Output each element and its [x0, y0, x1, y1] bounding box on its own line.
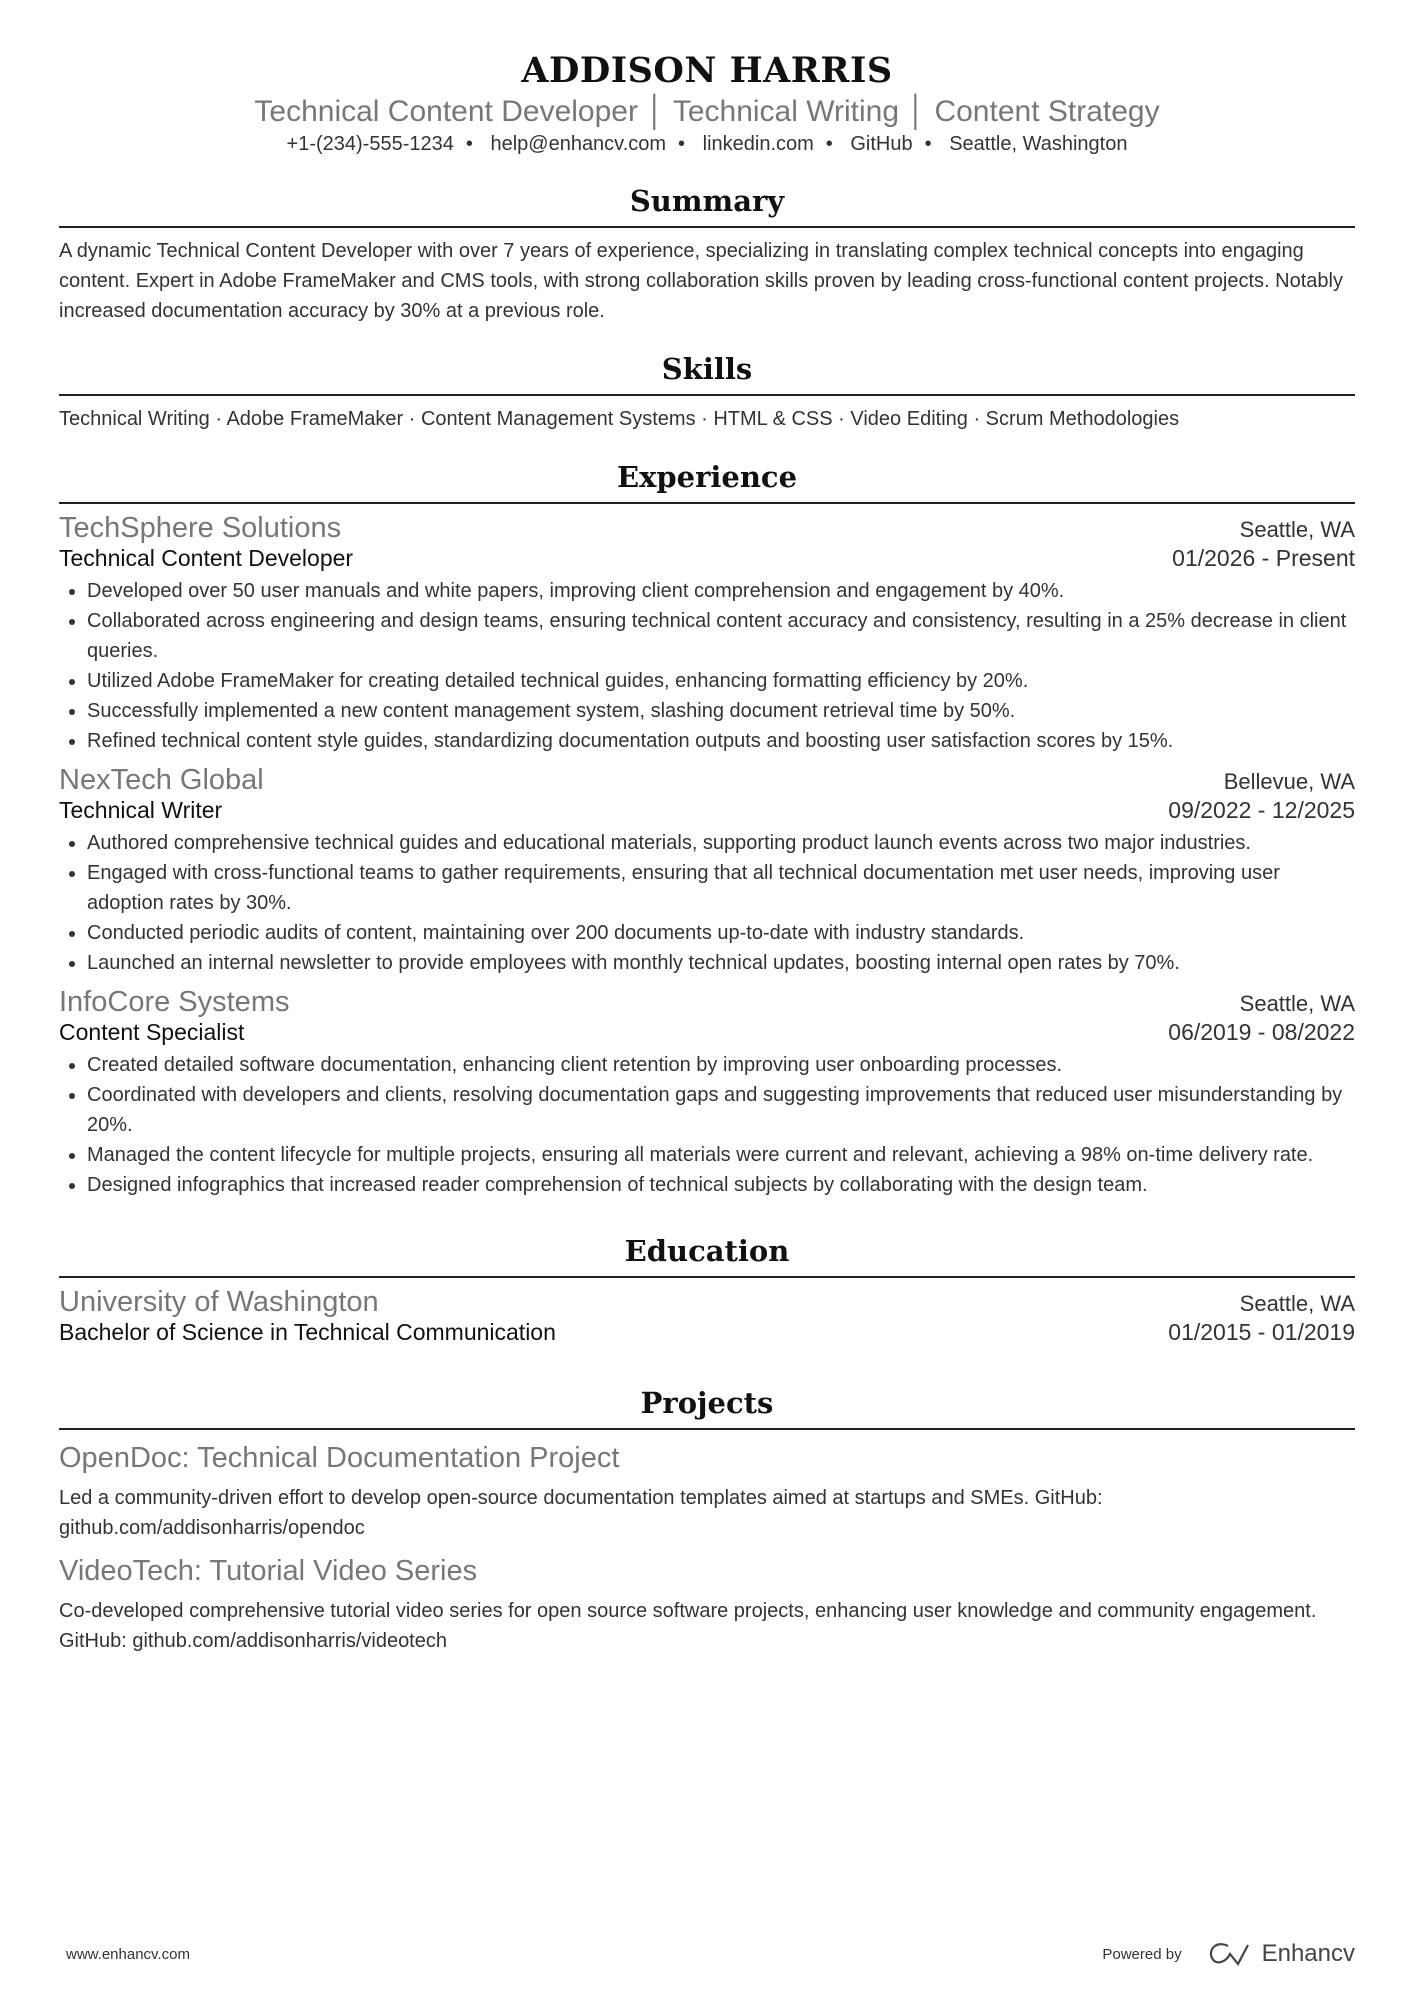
skills-text: Technical Writing · Adobe FrameMaker · Content Management Systems · HTML & CSS · Video Editing · Scrum Methodologies — [59, 408, 1180, 430]
project-description: Co-developed comprehensive tutorial video series for open source software projects, enhancing user knowledge and community engagement. GitHub: github.com/addisonharris/videotech — [59, 1600, 1317, 1652]
linkedin-link[interactable]: linkedin.com — [702, 133, 814, 155]
experience-entry — [59, 986, 1355, 1200]
bullet-list — [59, 1050, 1355, 1200]
contact-info: +1-(234)-555-1234 • help@enhancv.com • linkedin.com • GitHub • Seattle, Washington — [286, 133, 1128, 155]
bullet-item: • Created detailed software documentation, enhancing client retention by improving user onboarding processes. — [87, 1050, 1355, 1080]
bullet-item: • Designed infographics that increased reader comprehension of technical subjects by collaborating with the design team. — [87, 1170, 1355, 1200]
job-location: Seattle, WA — [1239, 517, 1355, 542]
bullet-list — [59, 576, 1355, 756]
email-link[interactable]: help@enhancv.com — [490, 133, 667, 155]
experience-entry — [59, 512, 1355, 756]
location: Seattle, Washington — [949, 133, 1128, 155]
section-title-education: Education — [59, 1234, 1355, 1278]
bullet-item: • Managed the content lifecycle for multiple projects, ensuring all materials were current and relevant, achieving a 98% on-time delivery rate. — [87, 1140, 1355, 1170]
footer — [66, 1940, 1355, 1968]
project-entry — [59, 1442, 1355, 1543]
school-location: Seattle, WA — [1239, 1291, 1355, 1316]
bullet-list — [59, 828, 1355, 978]
job-dates: 01/2026 - Present — [1172, 545, 1355, 571]
job-location: Bellevue, WA — [1223, 769, 1355, 794]
education-dates: 01/2015 - 01/2019 — [1168, 1319, 1355, 1345]
job-title: Content Specialist — [59, 1019, 245, 1045]
summary-text: A dynamic Technical Content Developer with over 7 years of experience, specializing in translating complex technical concepts into engaging content. Expert in Adobe FrameMaker and CMS tools, with strong collaboration skills proven by leading cross-functional content projects. Notably increased documentation accuracy by 30% at a previous role. — [59, 240, 1343, 322]
bullet-item: • Utilized Adobe FrameMaker for creating detailed technical guides, enhancing formatting efficiency by 20%. — [87, 666, 1355, 696]
job-dates: 09/2022 - 12/2025 — [1168, 797, 1355, 823]
enhancv-brand: Enhancv — [1261, 1940, 1355, 1967]
job-title: Technical Writer — [59, 797, 223, 823]
project-name: VideoTech: Tutorial Video Series — [59, 1555, 478, 1587]
job-title: Technical Content Developer — [59, 545, 354, 571]
degree: Bachelor of Science in Technical Communication — [59, 1319, 556, 1345]
enhancv-logo-icon — [1208, 1942, 1252, 1966]
bullet-item: • Launched an internal newsletter to provide employees with monthly technical updates, boosting internal open rates by 70%. — [87, 948, 1355, 978]
section-title-projects: Projects — [59, 1386, 1355, 1430]
project-name: OpenDoc: Technical Documentation Project — [59, 1442, 620, 1474]
bullet-item: • Engaged with cross-functional teams to gather requirements, ensuring that all technical documentation met user needs, improving user adoption rates by 30%. — [87, 858, 1355, 918]
experience-entry — [59, 764, 1355, 978]
phone: +1-(234)-555-1234 — [286, 133, 454, 155]
resume — [59, 0, 1355, 1656]
github-link[interactable]: GitHub — [850, 133, 913, 155]
company-name: TechSphere Solutions — [59, 512, 342, 544]
job-dates: 06/2019 - 08/2022 — [1168, 1019, 1355, 1045]
candidate-name: ADDISON HARRIS — [521, 50, 893, 91]
powered-by — [1102, 1940, 1355, 1968]
bullet-item: • Coordinated with developers and clients, resolving documentation gaps and suggesting improvements that reduced user misunderstanding by 20%. — [87, 1080, 1355, 1140]
bullet-item: • Conducted periodic audits of content, maintaining over 200 documents up-to-date with industry standards. — [87, 918, 1355, 948]
bullet-item: • Successfully implemented a new content management system, slashing document retrieval time by 50%. — [87, 696, 1355, 726]
bullet-item: • Refined technical content style guides, standardizing documentation outputs and boosting user satisfaction scores by 15%. — [87, 726, 1355, 756]
project-description: Led a community-driven effort to develop open-source documentation templates aimed at startups and SMEs. GitHub: github.com/addisonharris/opendoc — [59, 1487, 1103, 1539]
section-title-summary: Summary — [59, 184, 1355, 228]
company-name: NexTech Global — [59, 764, 264, 796]
company-name: InfoCore Systems — [59, 986, 290, 1018]
job-location: Seattle, WA — [1239, 991, 1355, 1016]
headline: Technical Content Developer │ Technical Writing │ Content Strategy — [254, 95, 1160, 128]
bullet-item: • Collaborated across engineering and design teams, ensuring technical content accuracy and consistency, resulting in a 25% decrease in client queries. — [87, 606, 1355, 666]
powered-by-label: Powered by — [1102, 1945, 1182, 1963]
education-entry — [59, 1286, 1355, 1346]
project-entry — [59, 1555, 1355, 1656]
bullet-item: • Developed over 50 user manuals and white papers, improving client comprehension and engagement by 40%. — [87, 576, 1355, 606]
website-link[interactable]: www.enhancv.com — [66, 1945, 190, 1963]
bullet-item: • Authored comprehensive technical guides and educational materials, supporting product launch events across two major industries. — [87, 828, 1355, 858]
school-name: University of Washington — [59, 1286, 379, 1318]
section-title-experience: Experience — [59, 460, 1355, 504]
section-title-skills: Skills — [59, 352, 1355, 396]
